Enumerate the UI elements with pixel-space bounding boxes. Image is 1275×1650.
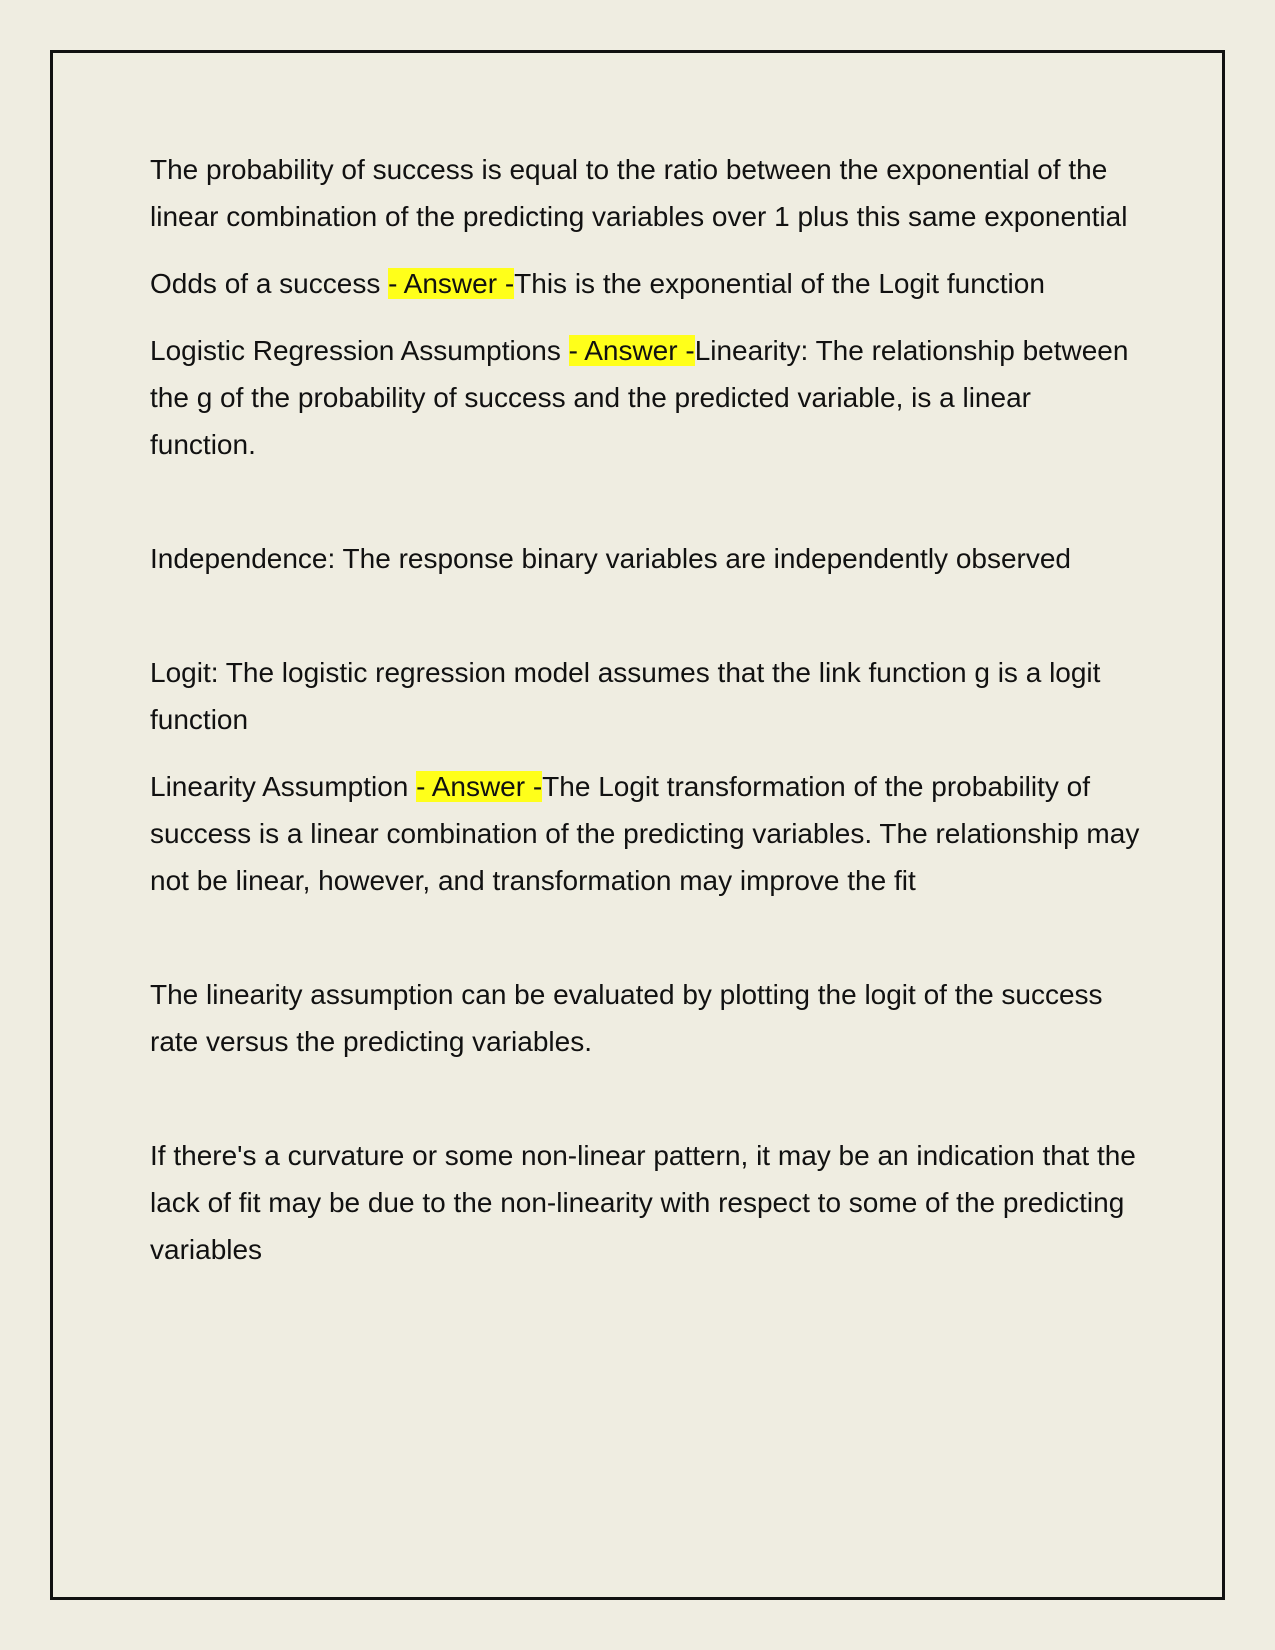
qa-odds-of-success bbox=[150, 260, 1140, 307]
paragraph-probability-of-success: The probability of success is equal to the ratio between the exponential of the linear combination of the predicting variables over 1 plus this same exponential bbox=[150, 154, 1128, 232]
answer-marker-highlight: - Answer - bbox=[568, 335, 695, 366]
paragraph-curvature: If there's a curvature or some non-linear pattern, it may be an indication that the lack of fit may be due to the non-linearity with respect to some of the predicting variables bbox=[150, 1140, 1136, 1265]
answer-text: Linearity: The relationship between the g of the probability of success and the predicted variable, is a linear function. bbox=[150, 335, 1129, 460]
answer-text: The Logit transformation of the probability of success is a linear combination of the predicting variables. The relationship may not be linear, however, and transformation may improve the fit bbox=[150, 771, 1140, 896]
paragraph-spacer bbox=[150, 904, 1140, 971]
paragraph-spacer bbox=[150, 743, 1140, 763]
question-term: Logistic Regression Assumptions bbox=[150, 335, 569, 366]
answer-marker-highlight: - Answer - bbox=[416, 771, 543, 802]
paragraph-spacer bbox=[150, 240, 1140, 260]
paragraph-spacer bbox=[150, 1065, 1140, 1132]
paragraph-linearity-evaluation: The linearity assumption can be evaluated by plotting the logit of the success rate versus the predicting variables. bbox=[150, 979, 1103, 1057]
paragraph-spacer bbox=[150, 582, 1140, 649]
question-term: Odds of a success bbox=[150, 268, 389, 299]
paragraph-logit: Logit: The logistic regression model assumes that the link function g is a logit function bbox=[150, 657, 1101, 735]
paragraph-independence: Independence: The response binary variables are independently observed bbox=[150, 543, 1072, 574]
paragraph-spacer bbox=[150, 468, 1140, 535]
question-term: Linearity Assumption bbox=[150, 771, 417, 802]
qa-logistic-regression-assumptions bbox=[150, 327, 1140, 468]
answer-marker-highlight: - Answer - bbox=[388, 268, 515, 299]
qa-linearity-assumption bbox=[150, 763, 1140, 904]
paragraph-spacer bbox=[150, 307, 1140, 327]
answer-text: This is the exponential of the Logit function bbox=[514, 268, 1045, 299]
document-body bbox=[150, 146, 1140, 1273]
